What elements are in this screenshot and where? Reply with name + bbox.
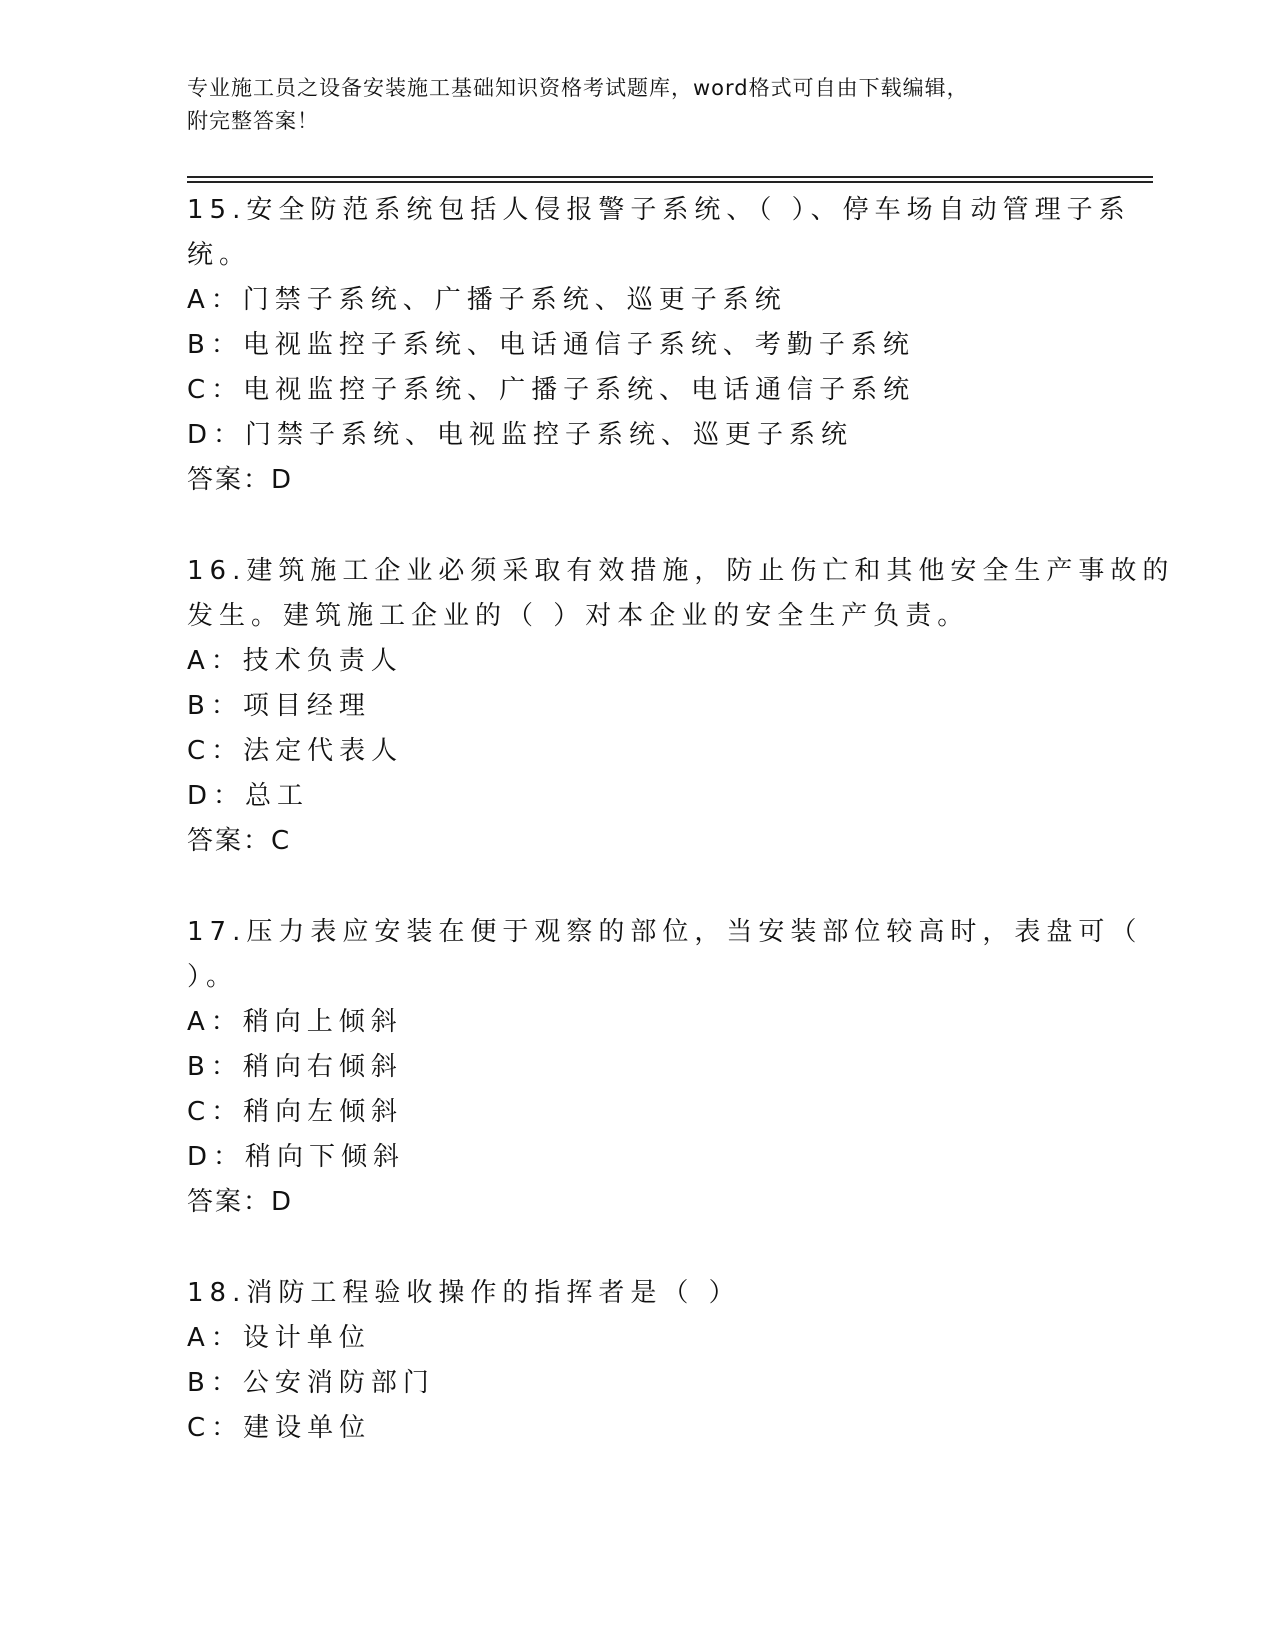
option-b: B：电视监控子系统、电话通信子系统、考勤子系统 (187, 330, 915, 360)
option-a: A：设计单位 (187, 1323, 371, 1353)
option-c: C：建设单位 (187, 1413, 372, 1443)
header-rule-top (187, 176, 1153, 178)
option-a: A：稍向上倾斜 (187, 1007, 403, 1037)
option-b: B：项目经理 (187, 691, 371, 721)
option-c: C：电视监控子系统、广播子系统、电话通信子系统 (187, 375, 916, 405)
option-a: A：技术负责人 (187, 646, 403, 676)
option-b: B：公安消防部门 (187, 1368, 435, 1398)
answer: 答案：C (187, 826, 292, 856)
option-d: D：门禁子系统、电视监控子系统、巡更子系统 (187, 420, 854, 450)
question-stem-line: 发生。建筑施工企业的（ ）对本企业的安全生产负责。 (187, 601, 970, 631)
question-stem-line: 统。 (187, 240, 252, 270)
question-stem-line: 17.压力表应安装在便于观察的部位，当安装部位较高时，表盘可（ (187, 917, 1143, 947)
option-c: C：稍向左倾斜 (187, 1097, 404, 1127)
option-d: D：稍向下倾斜 (187, 1142, 406, 1172)
question-stem-line: 18.消防工程验收操作的指挥者是（ ） (187, 1278, 741, 1308)
question-stem-line: 16.建筑施工企业必须采取有效措施，防止伤亡和其他安全生产事故的 (187, 556, 1175, 586)
option-d: D：总工 (187, 781, 310, 811)
question-stem-line: ）。 (187, 962, 239, 992)
option-b: B：稍向右倾斜 (187, 1052, 403, 1082)
option-c: C：法定代表人 (187, 736, 404, 766)
header-rule-bottom (187, 181, 1153, 183)
answer: 答案：D (187, 465, 294, 495)
question-stem-line: 15.安全防范系统包括人侵报警子系统、（ ）、停车场自动管理子系 (187, 195, 1131, 225)
option-a: A：门禁子系统、广播子系统、巡更子系统 (187, 285, 787, 315)
answer: 答案：D (187, 1187, 294, 1217)
header-line-1: 专业施工员之设备安装施工基础知识资格考试题库，word格式可自由下载编辑， (187, 76, 969, 100)
header-line-2: 附完整答案！ (187, 109, 319, 133)
